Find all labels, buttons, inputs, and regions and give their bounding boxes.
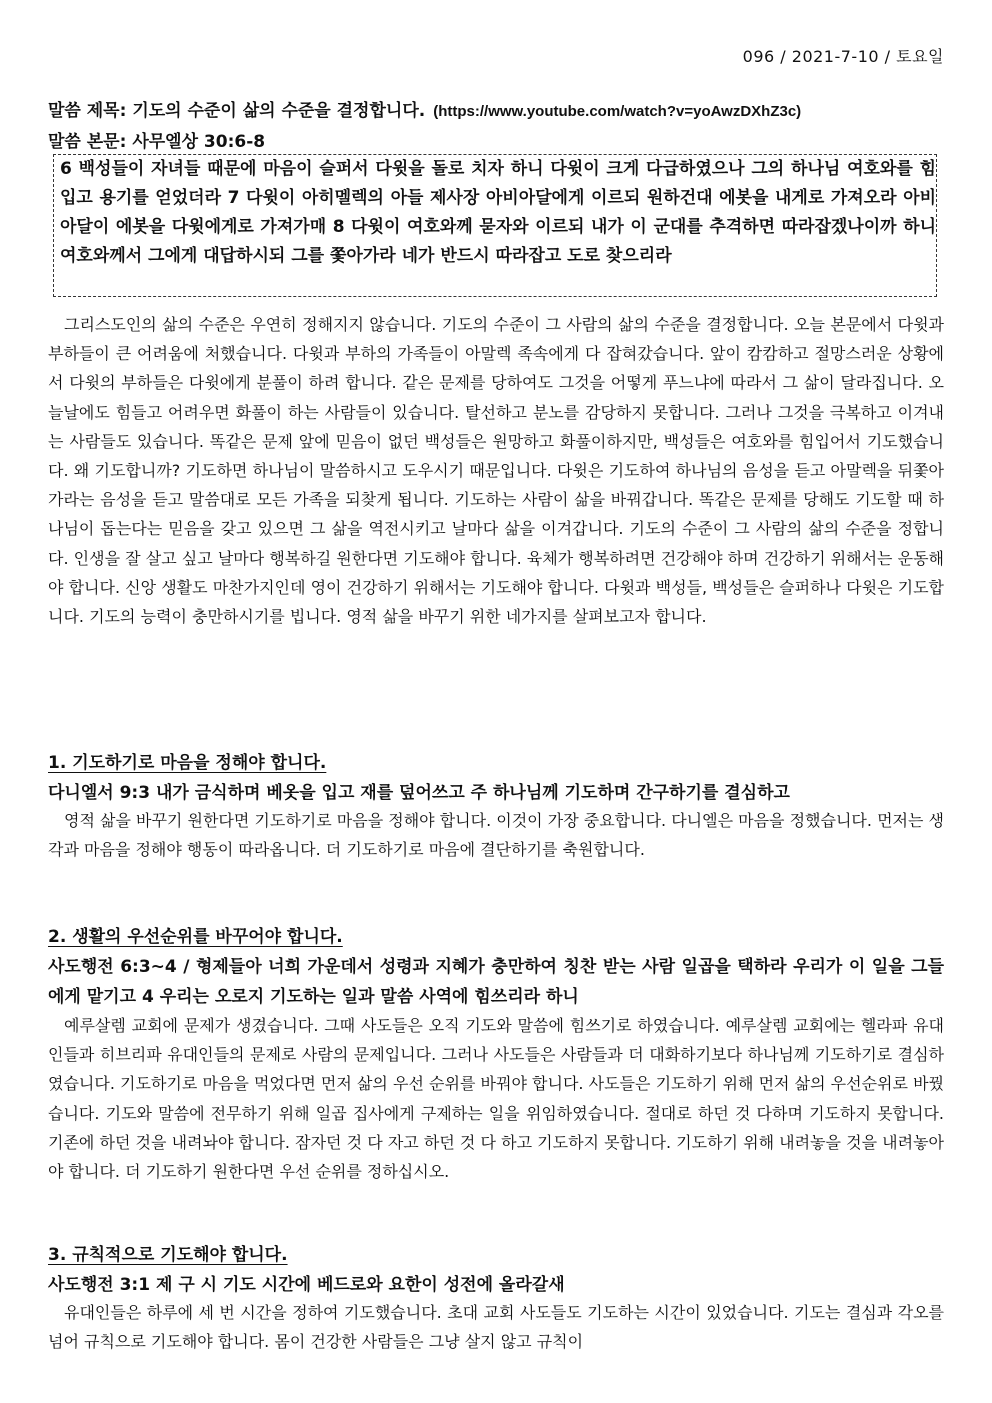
- section-2-verse: 사도행전 6:3~4 / 형제들아 너희 가운데서 성령과 지혜가 충만하여 칭찬 받는 사람 일곱을 택하라 우리가 이 일을 그들에게 맡기고 4 우리는 오로지 기도하는 일과 말씀 사역에 힘쓰리라 하니: [48, 957, 944, 1007]
- scripture-box: 6 백성들이 자녀들 때문에 마음이 슬퍼서 다윗을 돌로 치자 하니 다윗이 크게 다급하였으나 그의 하나님 여호와를 힘입고 용기를 얻었더라 7 다윗이 아히멜렉의 아들 제사장 아비아달에게 이르되 원하건대 에봇을 내게로 가져오라 아비아달이 에봇을 다윗에게로 가져가매 8 다윗이 여호와께 묻자와 이르되 내가 이 군대를 추격하면 따라잡겠나이까 하니 여호와께서 그에게 대답하시되 그를 쫓아가라 네가 반드시 따라잡고 도로 찾으리라: [53, 154, 937, 297]
- section-1-heading: 1. 기도하기로 마음을 정해야 합니다.: [48, 753, 327, 773]
- section-2-body: 예루살렘 교회에 문제가 생겼습니다. 그때 사도들은 오직 기도와 말씀에 힘쓰기로 하였습니다. 예루살렘 교회에는 헬라파 유대인들과 히브리파 유대인들의 문제로 사람의 문제입니다. 그러나 사도들은 사람들과 더 대화하기보다 하나님께 기도하기로 결심하였습니다. 기도하기로 마음을 먹었다면 먼저 삶의 우선 순위를 바꿔야 합니다. 사도들은 기도하기 위해 먼저 삶의 우선순위로 바꿨습니다. 기도와 말씀에 전무하기 위해 일곱 집사에게 구제하는 일을 위임하였습니다. 절대로 하던 것 다하며 기도하지 못합니다. 기존에 하던 것을 내려놔야 합니다. 잠자던 것 다 자고 하던 것 다 하고 기도하지 못합니다. 기도하기 위해 내려놓을 것을 내려놓아야 합니다. 더 기도하기 원한다면 우선 순위를 정하십시오.: [48, 1016, 944, 1182]
- section-1-body: 영적 삶을 바꾸기 원한다면 기도하기로 마음을 정해야 합니다. 이것이 가장 중요합니다. 다니엘은 마음을 정했습니다. 먼저는 생각과 마음을 정해야 행동이 따라옵니다. 더 기도하기로 마음에 결단하기를 축원합니다.: [48, 811, 944, 860]
- section-2-heading: 2. 생활의 우선순위를 바꾸어야 합니다.: [48, 927, 343, 947]
- section-1-verse: 다니엘서 9:3 내가 금식하며 베옷을 입고 재를 덮어쓰고 주 하나님께 기도하며 간구하기를 결심하고: [48, 783, 790, 803]
- section-3-heading: 3. 규칙적으로 기도해야 합니다.: [48, 1245, 288, 1265]
- sermon-title: 말씀 제목: 기도의 수준이 삶의 수준을 결정합니다.: [48, 101, 426, 121]
- sermon-text-reference: 말씀 본문: 사무엘상 30:6-8: [48, 132, 266, 152]
- section-3-verse: 사도행전 3:1 제 구 시 기도 시간에 베드로와 요한이 성전에 올라갈새: [48, 1275, 565, 1295]
- sermon-title-line: [48, 96, 801, 121]
- page-header-meta: 096 / 2021-7-10 / 토요일: [742, 47, 944, 66]
- section-3-body: 유대인들은 하루에 세 번 시간을 정하여 기도했습니다. 초대 교회 사도들도 기도하는 시간이 있었습니다. 기도는 결심과 각오를 넘어 규칙으로 기도해야 합니다. 몸이 건강한 사람들은 그냥 살지 않고 규칙이: [48, 1303, 944, 1352]
- sermon-video-link[interactable]: (https://www.youtube.com/watch?v=yoAwzDXhZ3c): [433, 103, 802, 120]
- intro-paragraph: 그리스도인의 삶의 수준은 우연히 정해지지 않습니다. 기도의 수준이 그 사람의 삶의 수준을 결정합니다. 오늘 본문에서 다윗과 부하들이 큰 어려움에 처했습니다. 다윗과 부하의 가족들이 아말렉 족속에게 다 잡혀갔습니다. 앞이 캄캄하고 절망스러운 상황에서 다윗의 부하들은 다윗에게 분풀이 하려 합니다. 같은 문제를 당하여도 그것을 어떻게 푸느냐에 따라서 그 삶이 달라집니다. 오늘날에도 힘들고 어려우면 화풀이 하는 사람들이 있습니다. 탈선하고 분노를 감당하지 못합니다. 그러나 그것을 극복하고 이겨내는 사람들도 있습니다. 똑같은 문제 앞에 믿음이 없던 백성들은 원망하고 화풀이하지만, 백성들은 여호와를 힘입어서 기도했습니다. 왜 기도합니까? 기도하면 하나님이 말씀하시고 도우시기 때문입니다. 다윗은 기도하여 하나님의 음성을 듣고 아말렉을 뒤쫓아 가라는 음성을 듣고 말씀대로 모든 가족을 되찾게 됩니다. 기도하는 사람이 삶을 바꿔갑니다. 똑같은 문제를 당해도 기도할 때 하나님이 돕는다는 믿음을 갖고 있으면 그 삶을 역전시키고 날마다 삶을 이겨갑니다. 기도의 수준이 그 사람의 삶의 수준을 정합니다. 인생을 잘 살고 싶고 날마다 행복하길 원한다면 기도해야 합니다. 육체가 행복하려면 건강해야 하며 건강하기 위해서는 운동해야 합니다. 신앙 생활도 마찬가지인데 영이 건강하기 위해서는 기도해야 합니다. 다윗과 백성들, 백성들은 슬퍼하나 다윗은 기도합니다. 기도의 능력이 충만하시기를 빕니다. 영적 삶을 바꾸기 위한 네가지를 살펴보고자 합니다.: [48, 315, 944, 627]
